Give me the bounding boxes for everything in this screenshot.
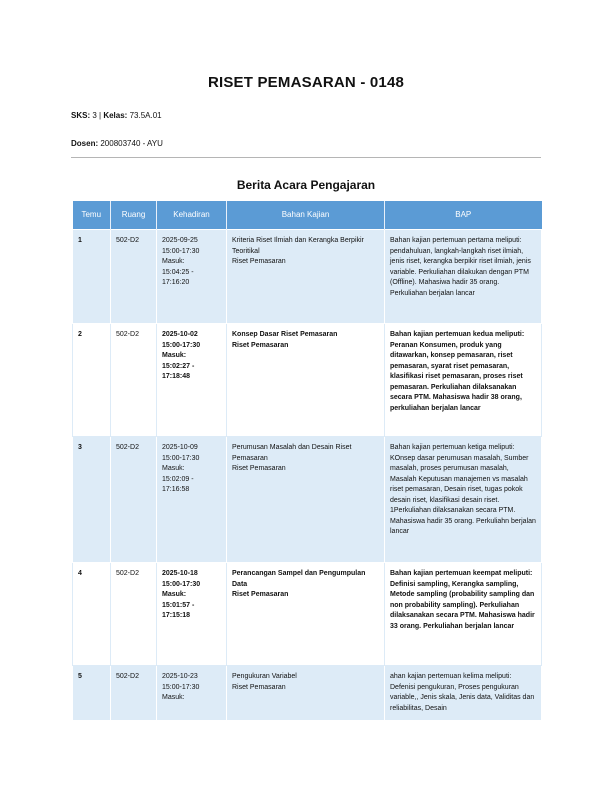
cell-bap: Bahan kajian pertemuan ketiga meliputi: KOnsep dasar perumusan masalah, Sumber masalah, proses perumusan masalah, Masalah Keputusan manajemen vs masalah riset pemasaran, Desain riset, tugas pokok desain riset, klasifikasi desain riset. 1Perkuliahan dilaksanakan secara PTM. Mahasiswa hadir 35 orang. Perkuliahn berjalan lancar — [385, 437, 542, 563]
kehadiran-label: Masuk: — [162, 352, 187, 359]
dosen-value: 200803740 - AYU — [98, 139, 163, 148]
bahan-topic: Kriteria Riset Ilmiah dan Kerangka Berpikir Teoritikal — [232, 237, 364, 255]
course-meta — [71, 111, 162, 120]
sks-label: SKS: — [71, 111, 91, 120]
column-header-bap: BAP — [385, 201, 542, 230]
table-row — [73, 666, 542, 721]
kehadiran-end: 17:16:58 — [162, 486, 190, 493]
cell-temu: 4 — [73, 563, 111, 666]
bahan-course: Riset Pemasaran — [232, 465, 286, 472]
page-title: RISET PEMASARAN - 0148 — [207, 74, 405, 91]
kehadiran-end: 17:18:48 — [162, 373, 191, 380]
cell-temu: 1 — [73, 230, 111, 324]
cell-kehadiran — [157, 230, 227, 324]
table-row — [73, 230, 542, 324]
kelas-value: 73.5A.01 — [127, 111, 162, 120]
lecturer-meta — [71, 139, 163, 148]
bahan-course: Riset Pemasaran — [232, 591, 289, 598]
cell-ruang: 502-D2 — [111, 324, 157, 437]
cell-ruang: 502-D2 — [111, 437, 157, 563]
cell-bahan-kajian — [227, 563, 385, 666]
cell-kehadiran — [157, 563, 227, 666]
kehadiran-start: 15:01:57 - — [162, 601, 195, 609]
kehadiran-end: 17:16:20 — [162, 279, 190, 286]
kehadiran-schedule: 15:00-17:30 — [162, 454, 200, 462]
kehadiran-schedule: 15:00-17:30 — [162, 580, 201, 588]
cell-bap: ahan kajian pertemuan kelima meliputi: Defenisi pengukuran, Proses pengukuran variable,, Jenis skala, Jenis data, Validitas dan reliabilitas, Desain — [385, 666, 542, 721]
cell-ruang: 502-D2 — [111, 563, 157, 666]
column-header-ruang: Ruang — [111, 201, 157, 230]
cell-temu: 5 — [73, 666, 111, 721]
kehadiran-schedule: 15:00-17:30 — [162, 341, 201, 349]
kehadiran-label: Masuk: — [162, 694, 185, 701]
table-row — [73, 437, 542, 563]
bahan-course: Riset Pemasaran — [232, 683, 286, 691]
dosen-label: Dosen: — [71, 139, 99, 148]
sks-value: 3 | — [90, 111, 104, 120]
column-header-bahan-kajian: Bahan Kajian — [227, 201, 385, 230]
cell-bap: Bahan kajian pertemuan pertama meliputi: pendahuluan, langkah-langkah riset ilmiah, jenis riset, kerangka berpikir riset ilmiah, jenis variable. Perkuliahan dilakukan dengan PTM (Offline). Mahasiwa hadir 35 orang. Perkuliahan berjalan lancar — [385, 230, 542, 324]
kehadiran-label: Masuk: — [162, 465, 185, 472]
kehadiran-schedule: 15:00-17:30 — [162, 247, 200, 255]
kehadiran-date: 2025-09-25 — [162, 237, 198, 244]
cell-bap: Bahan kajian pertemuan keempat meliputi: Definisi sampling, Kerangka sampling, Metode sampling (probability sampling dan non probability sampling). Perkuliahan dilaksanakan secara PTM. Mahasiswa hadir 33 orang. Perkuliahan berjalan lancar — [385, 563, 542, 666]
kehadiran-label: Masuk: — [162, 258, 185, 265]
cell-bahan-kajian — [227, 437, 385, 563]
table-row — [73, 324, 542, 437]
bahan-topic: Pengukuran Variabel — [232, 673, 297, 680]
kehadiran-start: 15:04:25 - — [162, 268, 194, 276]
header-divider — [71, 157, 541, 158]
bap-table — [72, 201, 542, 721]
kehadiran-start: 15:02:27 - — [162, 362, 195, 370]
cell-bahan-kajian — [227, 666, 385, 721]
bahan-topic: Perumusan Masalah dan Desain Riset Pemasaran — [232, 444, 352, 462]
cell-kehadiran — [157, 324, 227, 437]
bahan-topic: Konsep Dasar Riset Pemasaran — [232, 331, 338, 338]
table-header-row — [73, 201, 542, 230]
kehadiran-date: 2025-10-09 — [162, 444, 198, 451]
kehadiran-schedule: 15:00-17:30 — [162, 683, 200, 691]
cell-temu: 3 — [73, 437, 111, 563]
kehadiran-date: 2025-10-18 — [162, 570, 198, 577]
cell-kehadiran — [157, 437, 227, 563]
column-header-kehadiran: Kehadiran — [157, 201, 227, 230]
kehadiran-date: 2025-10-02 — [162, 331, 198, 338]
cell-bahan-kajian — [227, 324, 385, 437]
cell-bahan-kajian — [227, 230, 385, 324]
section-title: Berita Acara Pengajaran — [236, 178, 376, 192]
column-header-temu: Temu — [73, 201, 111, 230]
cell-ruang: 502-D2 — [111, 666, 157, 721]
bahan-course: Riset Pemasaran — [232, 258, 286, 265]
bahan-topic: Perancangan Sampel dan Pengumpulan Data — [232, 570, 366, 588]
cell-temu: 2 — [73, 324, 111, 437]
kehadiran-start: 15:02:09 - — [162, 475, 194, 483]
cell-ruang: 502-D2 — [111, 230, 157, 324]
kehadiran-end: 17:15:18 — [162, 612, 191, 619]
table-row — [73, 563, 542, 666]
kehadiran-label: Masuk: — [162, 591, 187, 598]
cell-bap: Bahan kajian pertemuan kedua meliputi: Peranan Konsumen, produk yang ditawarkan, konsep pemasaran, riset pemasaran, syarat riset pemasaran, klasifikasi riset pemasaran, proses riset pemasaran. Perkuliahan dilaksanakan secara PTM. Mahasiswa hadir 38 orang, perkuliahan berjalan lancar — [385, 324, 542, 437]
kelas-label: Kelas: — [103, 111, 128, 120]
cell-kehadiran — [157, 666, 227, 721]
kehadiran-date: 2025-10-23 — [162, 673, 198, 680]
bahan-course: Riset Pemasaran — [232, 341, 289, 349]
